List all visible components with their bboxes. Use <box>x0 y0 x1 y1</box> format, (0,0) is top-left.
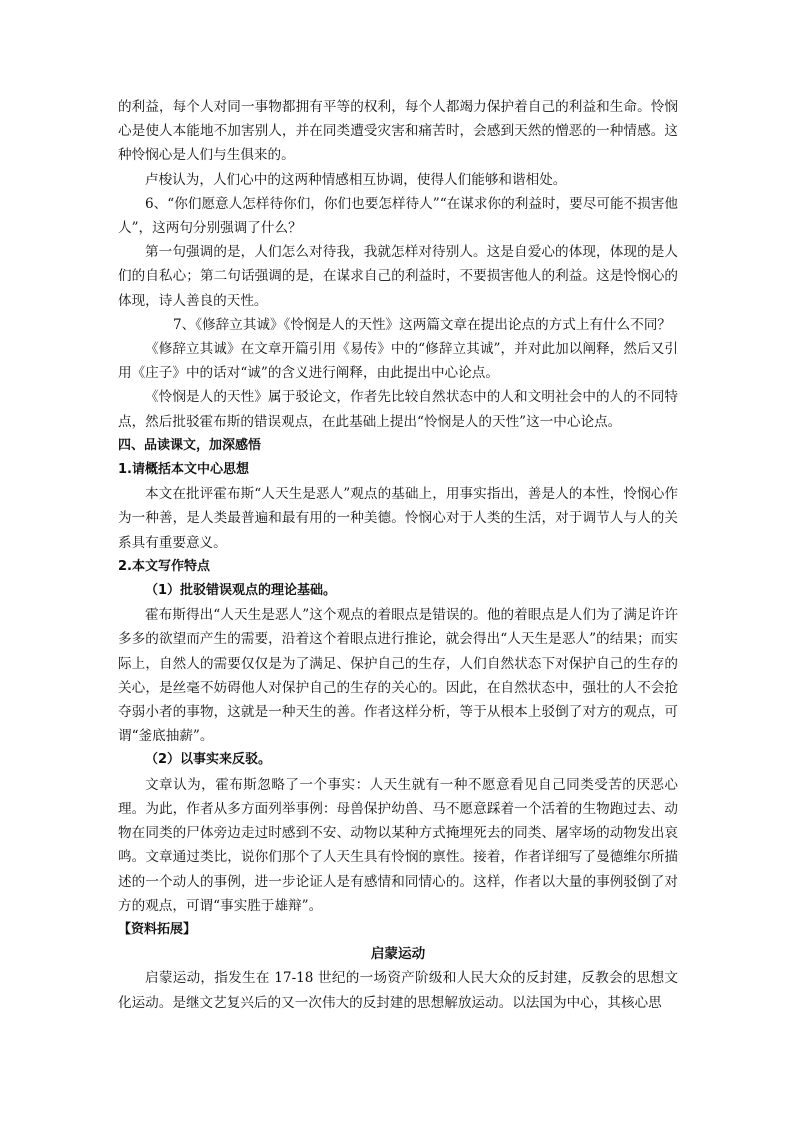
extension-heading: 【资料拓展】 <box>118 921 197 937</box>
feature-heading-1: （1）批驳错误观点的理论基础。 <box>145 583 337 599</box>
extension-paragraph: 启蒙运动，指发生在 17-18 世纪的一场资产阶级和人民大众的反封建，反教会的思想文化运动。是继文艺复兴后的又一次伟大的反封建的思想解放运动。以法国为中心，其核心思 <box>118 970 678 1011</box>
feature-paragraph-2: 文章认为，霍布斯忽略了一个事实：人天生就有一种不愿意看见自己同类受苦的厌恶心理。为此，作者从多方面列举事例：母兽保护幼兽、马不愿意踩着一个活着的生物跑过去、动物在同类的尸体旁边走过时感到不安、动物以某种方式掩埋死去的同类、屠宰场的动物发出哀鸣。文章通过类比，说你们那个了人天生具有怜悯的禀性。接着，作者详细写了曼德维尔所描述的一个动人的事例，进一步论证人是有感情和同情心的。这样，作者以大量的事例驳倒了对方的观点，可谓“事实胜于雄辩”。 <box>118 776 678 914</box>
subsection-heading: 2.本文写作特点 <box>118 558 210 574</box>
subsection-heading: 1.请概括本文中心思想 <box>118 462 249 478</box>
feature-paragraph-1: 霍布斯得出“人天生是恶人”这个观点的着眼点是错误的。他的着眼点是人们为了满足许许多多的欲望而产生的需要，沿着这个着眼点进行推论，就会得出“人天生是恶人”的结果；而实际上，自然人的需要仅仅是为了满足、保护自己的生存，人们自然状态下对保护自己的生存的关心，是丝毫不妨碍他人对保护自己的生存的关心的。因此，在自然状态中，强壮的人不会抢夺弱小者的事物，这就是一种天生的善。作者这样分析，等于从根本上驳倒了对方的观点，可谓“釜底抽薪”。 <box>118 607 678 745</box>
central-idea-paragraph: 本文在批评霍布斯“人天生是恶人”观点的基础上，用事实指出，善是人的本性，怜悯心作为一种善，是人类最普遍和最有用的一种美德。怜悯心对于人类的生活，对于调节人与人的关系具有重要意义。 <box>118 486 678 551</box>
answer-7-part-1: 《修辞立其诚》在文章开篇引用《易传》中的“修辞立其诚”，并对此加以阐释，然后又引用《庄子》中的话对“诚”的含义进行阐释，由此提出中心论点。 <box>118 341 678 382</box>
question-6: 6、“你们愿意人怎样待你们，你们也要怎样待人”“在谋求你的利益时，要尽可能不损害他人”，这两句分别强调了什么？ <box>118 195 678 237</box>
paragraph: 的利益，每个人对同一事物都拥有平等的权利，每个人都竭力保护着自己的利益和生命。怜悯心是使人本能地不加害别人，并在同类遭受灾害和痛苦时，会感到天然的憎恶的一种情感。这种怜悯心是人们与生俱来的。 <box>118 99 678 164</box>
feature-heading-2: （2）以事实来反驳。 <box>145 752 272 768</box>
paragraph: 卢梭认为，人们心中的这两种情感相互协调，使得人们能够和谐相处。 <box>145 171 567 188</box>
question-7: 7、《修辞立其诚》《怜悯是人的天性》这两篇文章在提出论点的方式上有什么不同？ <box>173 316 672 333</box>
answer-6: 第一句强调的是，人们怎么对待我，我就怎样对待别人。这是自爱心的体现，体现的是人们的自私心；第二句话强调的是，在谋求自己的利益时，不要损害他人的利益。这是怜悯心的体现，诗人善良的天性。 <box>118 244 678 309</box>
section-heading: 四、品读课文，加深感悟 <box>118 437 262 453</box>
answer-7-part-2: 《怜悯是人的天性》属于驳论文，作者先比较自然状态中的人和文明社会中的人的不同特点，然后批驳霍布斯的错误观点，在此基础上提出“怜悯是人的天性”这一中心论点。 <box>118 389 678 430</box>
extension-title: 启蒙运动 <box>370 946 426 963</box>
document-page <box>118 95 678 1015</box>
